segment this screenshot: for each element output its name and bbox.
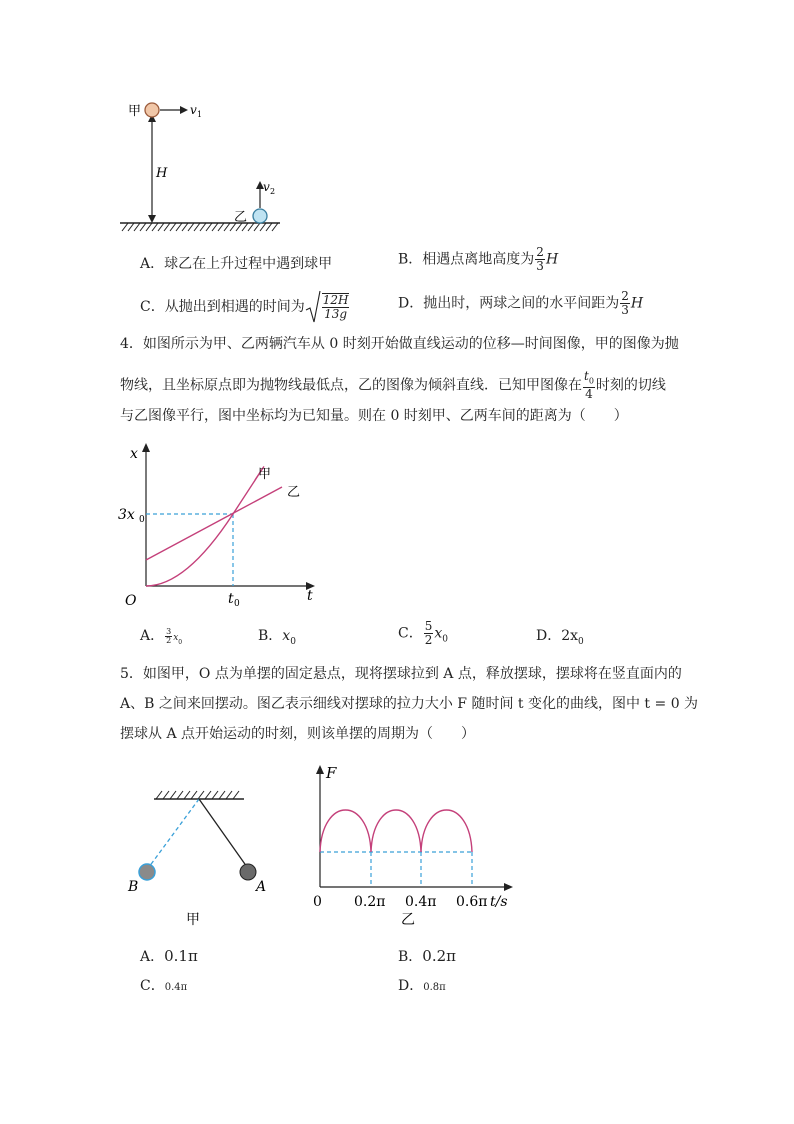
q4-stem-line3: 与乙图像平行，图中坐标均为已知量。则在 0 时刻甲、乙两车间的距离为（ ） — [120, 408, 628, 424]
label-a: A — [256, 879, 267, 895]
q5-option-d[interactable]: D．0.8π — [398, 978, 446, 994]
q4-x-tick-label: t — [228, 591, 234, 607]
q5-tick-1: 0.2π — [354, 894, 386, 910]
q3-option-c[interactable] — [140, 290, 350, 324]
pendulum-string-b — [149, 799, 199, 867]
q4-x-axis-label: t — [307, 588, 313, 604]
q4-option-d[interactable]: D．$2x_0$ — [536, 628, 584, 647]
q5-tick-0: 0 — [313, 894, 322, 910]
q4-stem-line2: 物线，且坐标原点即为抛物线最低点，乙的图像为倾斜直线．已知甲图像在 $\frac{t_0}{4}$ 时刻的切线 — [120, 369, 666, 402]
q5-y-axis-label: F — [326, 764, 337, 782]
q5-option-b[interactable]: B．0.2π — [398, 947, 457, 965]
q3-option-b-text: B．相遇点离地高度为 — [398, 251, 535, 268]
q3-option-a[interactable]: A．球乙在上升过程中遇到球甲 — [140, 256, 333, 272]
q5-stem-line1: 5．如图甲，O 点为单摆的固定悬点，现将摆球拉到 A 点，释放摆球，摆球将在竖直面内的 — [120, 666, 682, 682]
ball-a — [240, 864, 256, 880]
q3-option-b-fraction: $\frac{2}{3}$ — [536, 245, 544, 273]
height-label: H — [156, 166, 168, 181]
q4-y-axis-label: x — [130, 446, 138, 462]
q5-option-a[interactable]: A．0.1π — [140, 947, 198, 965]
ball-b — [139, 864, 155, 880]
q4-origin-label: O — [125, 593, 137, 609]
v1-sub: 1 — [197, 110, 203, 119]
caption-yi: 乙 — [401, 912, 415, 928]
ceiling-hatch — [156, 791, 239, 799]
q5-stem-line2: A、B 之间来回摆动。图乙表示细线对摆球的拉力大小 F 随时间 t 变化的曲线，图中 t = 0 为 — [120, 696, 699, 712]
q4-option-a[interactable]: A． $\frac{3}{2}$ $x_0$ — [140, 626, 183, 646]
q4-option-b[interactable]: B．$x_0$ — [258, 628, 296, 647]
v1-label: v — [190, 103, 197, 117]
q3-option-d[interactable]: D．抛出时，两球之间的水平间距为 $\frac{2}{3}$ H — [398, 289, 644, 317]
q4-t0-over-4: $\frac{t_0}{4}$ — [584, 369, 594, 402]
v2-sub: 2 — [270, 187, 276, 196]
ground-hatch — [122, 223, 278, 231]
q4-label-jia: 甲 — [258, 467, 272, 482]
q5-force-curve — [320, 810, 472, 852]
ball-yi — [253, 209, 267, 223]
q5-stem-line3: 摆球从 A 点开始运动的时刻，则该单摆的周期为（ ） — [120, 726, 476, 742]
q4-stem-line1: 4．如图所示为甲、乙两辆汽车从 0 时刻开始做直线运动的位移—时间图像，甲的图像为抛 — [120, 336, 679, 352]
q4-y-tick-sub: 0 — [139, 515, 145, 525]
q5-pendulum-figure — [120, 780, 270, 930]
q5-option-c[interactable]: C．0.4π — [140, 978, 188, 994]
label-yi: 乙 — [234, 210, 248, 225]
label-jia: 甲 — [128, 104, 142, 119]
caption-jia: 甲 — [186, 912, 200, 928]
q3-option-d-text: D．抛出时，两球之间的水平间距为 — [398, 295, 620, 312]
q3-option-d-fraction: $\frac{2}{3}$ — [621, 289, 629, 317]
q4-x-tick-sub: 0 — [234, 599, 240, 609]
q4-curve-jia — [146, 467, 264, 586]
q5-tick-3: 0.6π — [456, 894, 488, 910]
v2-label: v — [263, 180, 270, 194]
q5-tick-2: 0.4π — [405, 894, 437, 910]
q3-option-c-text: C．从抛出到相遇的时间为 — [140, 299, 305, 315]
q5-force-graph — [300, 756, 520, 931]
pendulum-string-a — [199, 799, 247, 867]
q4-option-c[interactable]: C． $\frac{5}{2}$ $x_0$ — [398, 619, 448, 647]
q5-x-axis-label: t/s — [490, 894, 508, 910]
q4-y-tick-label: 3x — [118, 507, 135, 523]
q3-option-b[interactable]: B．相遇点离地高度为 $\frac{2}{3}$ H — [398, 245, 559, 273]
q4-line-yi — [146, 487, 282, 560]
q3-option-c-sqrt: $\frac{12H}{13g}$ — [305, 290, 351, 324]
q4-graph — [110, 440, 340, 615]
figure-throw-balls — [110, 95, 310, 240]
label-b: B — [128, 879, 139, 895]
ball-jia — [145, 103, 159, 117]
q4-label-yi: 乙 — [287, 485, 301, 500]
